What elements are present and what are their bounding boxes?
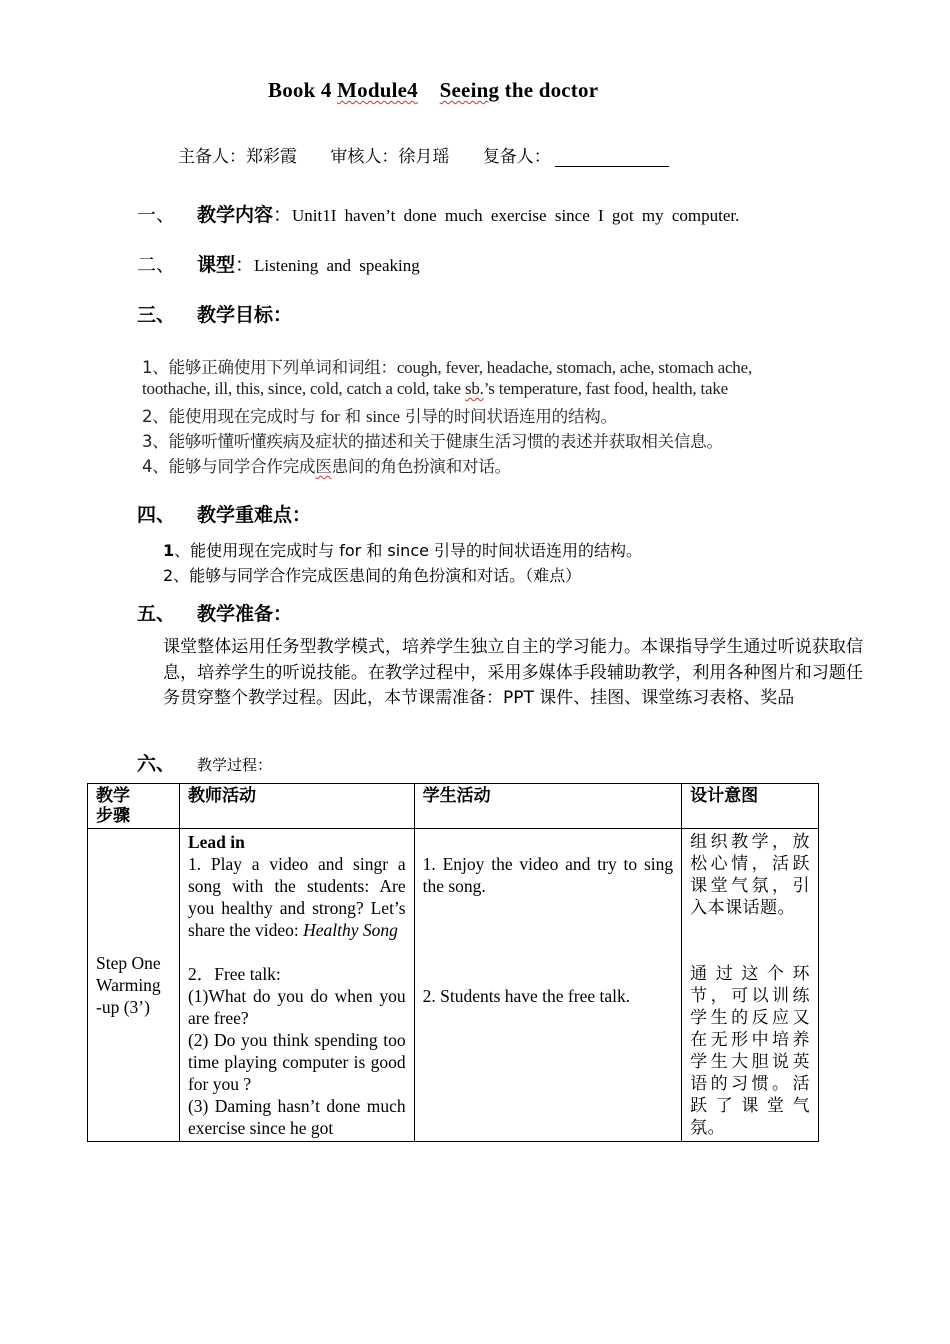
section-content (137, 200, 739, 227)
step-text: Warming (96, 975, 161, 995)
keypoint-1 (163, 538, 642, 561)
document-title (268, 78, 598, 103)
header-student: 学生活动 (414, 784, 682, 829)
objective-line-3 (142, 403, 617, 427)
objective-text: 3、能够听懂 (142, 432, 234, 451)
content-value: Unit1I haven’t done much exercise since I got my computer. (292, 206, 740, 225)
colon: ： (273, 603, 293, 625)
section-heading: 教学过程： (197, 756, 273, 774)
title-gap (418, 78, 440, 102)
header-design: 设计意图 (682, 784, 819, 829)
section-prep (137, 599, 292, 626)
objective-text: 4、能够与同学合作完成 (142, 457, 316, 476)
objective-text: 引导的时间状语连用的结构。 (399, 407, 617, 426)
teacher-cell (179, 829, 414, 1142)
section-heading: 教学目标 (197, 304, 274, 326)
section-heading: 教学内容 (197, 204, 274, 226)
lead-in-heading: Lead in (187, 832, 245, 852)
section-number: 六、 (137, 753, 176, 775)
lead-preparer: 主备人：郑彩霞 (178, 147, 297, 167)
objective-words: cough, fever, headache, stomach, ache, stomach ache, (396, 358, 752, 377)
reviewer: 审核人：徐月瑶 (330, 147, 450, 167)
objective-line-2 (142, 379, 728, 399)
section-number: 五、 (137, 603, 176, 625)
keypoint-2: 2、能够与同学合作完成医患间的角色扮演和对话。（难点） (163, 566, 582, 585)
title-book: Book 4 (268, 78, 338, 102)
objective-for: for (320, 407, 340, 426)
colon: ： (273, 204, 293, 226)
process-table (87, 783, 819, 1142)
objective-words: ’s temperature, fast food, health, take (483, 379, 729, 398)
section-number: 二、 (137, 254, 176, 276)
section-number: 四、 (137, 504, 176, 526)
design-intent-1: 组织教学，放松心情，活跃课堂气氛，引入本课话题。 (690, 832, 810, 918)
student-activity-2: 2. Students have the free talk. (422, 986, 631, 1006)
title-rest: the doctor (499, 78, 599, 102)
objective-text: 1、能够正确使用下列单词和词组： (142, 358, 397, 377)
re-preparer-label: 复备人： (482, 147, 551, 167)
design-cell (682, 829, 819, 1142)
objective-text: 听懂疾病及症状的描述和关于健康生活习惯的表述并获取相关信息。 (233, 432, 723, 451)
question-1: (1)What do you do when you are free? (187, 986, 406, 1028)
prep-paragraph: 课堂整体运用任务型教学模式，培养学生独立自主的学习能力。本课指导学生通过听说获取信息，培养学生的听说技能。在教学过程中，采用多媒体手段辅助教学，利用各种图片和习题任务贯穿整个教学过程。因此，本节课需准备：PPT 课件、挂图、课堂练习表格、奖品 (163, 637, 863, 708)
re-preparer-blank (555, 150, 669, 167)
colon: ： (235, 254, 255, 276)
student-activity-1: 1. Enjoy the video and try to sing the song. (422, 854, 674, 896)
header-text: 步骤 (96, 806, 130, 826)
objective-text-underlined: 医 (315, 457, 332, 476)
question-2: (2) Do you think spending too time playing computer is good for you ? (187, 1030, 406, 1094)
objective-text: 患间的角色扮演和对话。 (331, 457, 511, 476)
section-keypoints (137, 500, 311, 527)
section-process (137, 749, 272, 776)
question-3: (3) Daming hasn’t done much exercise since he got (187, 1096, 406, 1138)
objective-since: since (365, 407, 400, 426)
objective-text: 和 (339, 407, 366, 426)
header-step (88, 784, 180, 829)
objective-line-4 (142, 428, 723, 452)
keypoint-text: 、能使用现在完成时与 for 和 since 引导的时间状语连用的结构。 (174, 541, 643, 560)
section-number: 一、 (137, 204, 176, 226)
teacher-activity-1 (188, 853, 406, 941)
header-teacher: 教师活动 (179, 784, 414, 829)
step-text: Step One (96, 953, 161, 973)
student-cell (414, 829, 682, 1142)
section-type (137, 250, 420, 277)
teacher-activity-2: 2．Free talk: (187, 964, 281, 984)
section-number: 三、 (137, 304, 176, 326)
type-value: Listening and speaking (254, 256, 420, 275)
table-row (88, 829, 819, 1142)
table-header-row (88, 784, 819, 829)
design-intent-2: 通过这个环节，可以训练学生的反应又在无形中培养学生大胆说英语的习惯。活跃了课堂气氛。 (690, 964, 810, 1138)
section-goals (137, 300, 292, 327)
song-title: Healthy Song (303, 920, 398, 940)
keypoint-number: 1 (163, 541, 175, 560)
colon: ： (292, 504, 312, 526)
section-heading: 教学准备 (197, 603, 274, 625)
section-heading: 教学重难点 (197, 504, 293, 526)
teacher-text: 1. Play a video and singr a song with the students: Are you healthy and strong? Let’s share the video: (187, 854, 406, 940)
section-heading: 课型 (197, 254, 236, 276)
objective-text: 2、能使用现在完成时与 (142, 407, 321, 426)
objective-line-5 (142, 453, 511, 477)
step-text: -up (3’) (96, 997, 150, 1017)
authors-line (178, 142, 697, 167)
objective-words: toothache, ill, this, since, cold, catch a cold, take (142, 379, 465, 398)
objective-line-1 (142, 354, 752, 378)
colon: ： (273, 304, 293, 326)
objective-words-sb: sb. (464, 379, 484, 398)
title-seeing: Seeing (439, 78, 500, 102)
header-text: 教学 (96, 786, 130, 806)
title-module: Module4 (337, 78, 418, 102)
step-cell (88, 829, 180, 1142)
